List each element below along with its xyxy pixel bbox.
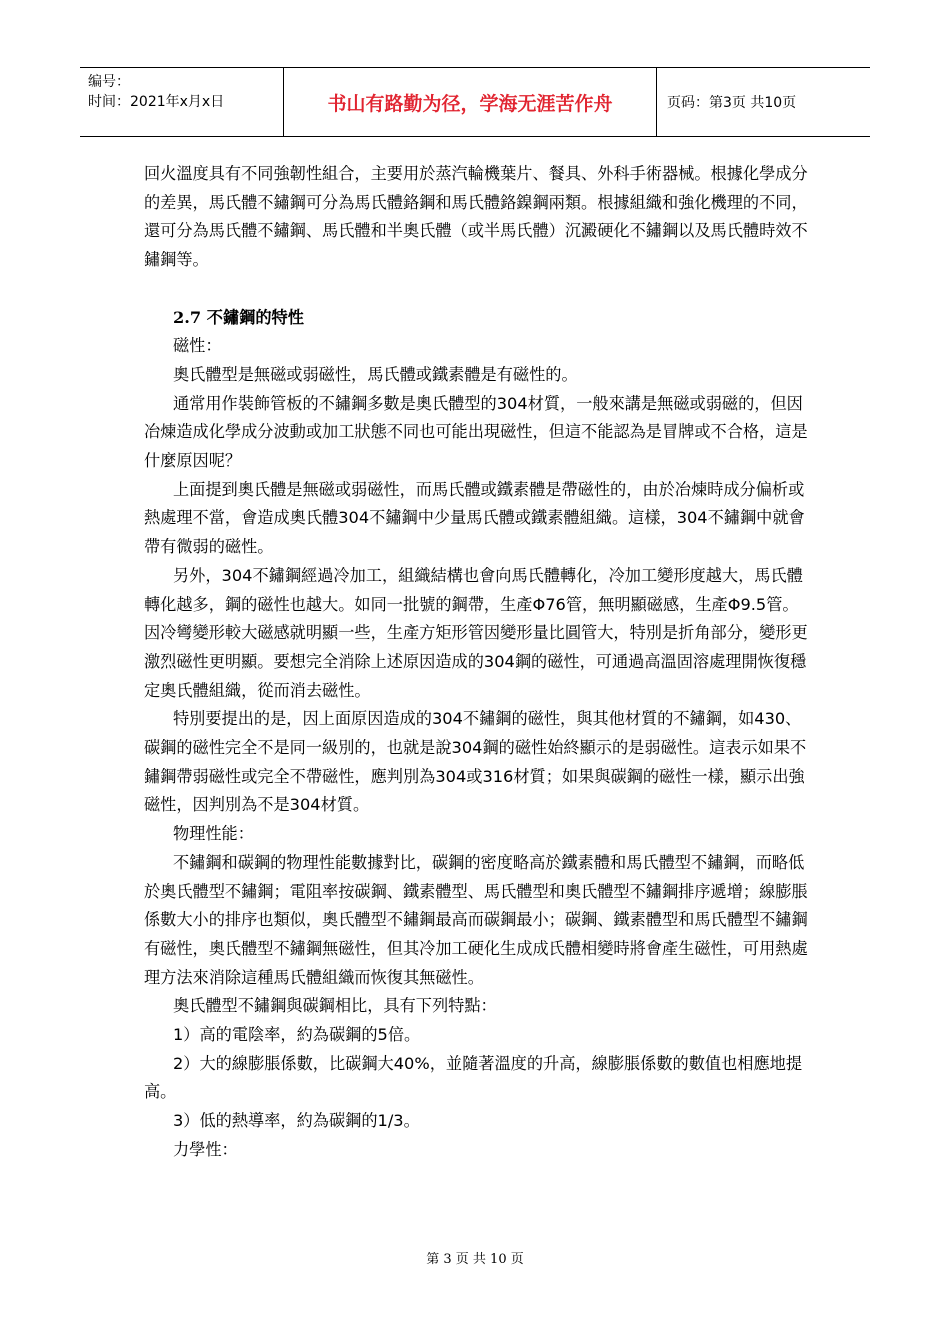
list-item: 1）高的電陰率，約為碳鋼的5倍。 (173, 1025, 421, 1045)
header-motto: 书山有路勤为径，学海无涯苦作舟 (283, 68, 657, 136)
page-header (80, 67, 870, 137)
document-number-label: 编号： (88, 74, 130, 90)
list-item: 2）大的線膨脹係數，比碳鋼大40%，並隨著溫度的升高，線膨脹係數的數值也相應地提高。 (144, 1053, 803, 1102)
subheading-physical-properties: 物理性能： (173, 824, 254, 844)
subheading-magnetism: 磁性： (173, 336, 222, 356)
header-left-cell (80, 68, 283, 136)
section-heading (144, 304, 812, 333)
section-heading-text: 2.7 不鏽鋼的特性 (173, 307, 304, 327)
paragraph: 奧氏體型不鏽鋼與碳鋼相比，具有下列特點： (173, 996, 497, 1016)
document-date-label: 时间：2021年x月x日 (88, 94, 225, 110)
document-body (144, 160, 812, 1165)
paragraph: 特別要提出的是，因上面原因造成的304不鏽鋼的磁性，與其他材質的不鏽鋼，如430、碳鋼的磁性完全不是同一級別的，也就是說304鋼的磁性始終顯示的是弱磁性。這表示如果不鏽鋼帶弱磁性或完全不帶磁性，應判別為304或316材質；如果與碳鋼的磁性一樣，顯示出強磁性，因判別為不是304材質。 (144, 709, 807, 815)
header-page-label: 页码：第3页 共10页 (667, 95, 797, 111)
paragraph-spacer (144, 275, 812, 304)
subheading-mechanical-properties: 力學性： (173, 1139, 238, 1159)
paragraph: 另外，304不鏽鋼經過冷加工，組織結構也會向馬氏體轉化，冷加工變形度越大，馬氏體轉化越多，鋼的磁性也越大。如同一批號的鋼帶，生產Φ76管，無明顯磁感，生產Φ9.5管。因冷彎變形較大磁感就明顯一些，生產方矩形管因變形量比圓管大，特別是折角部分，變形更激烈磁性更明顯。要想完全消除上述原因造成的304鋼的磁性，可通過高溫固溶處理開恢復穩定奧氏體組織，從而消去磁性。 (144, 565, 808, 700)
paragraph: 奧氏體型是無磁或弱磁性，馬氏體或鐵素體是有磁性的。 (173, 364, 578, 384)
paragraph: 回火溫度具有不同強韌性組合，主要用於蒸汽輪機葉片、餐具、外科手術器械。根據化學成分的差異，馬氏體不鏽鋼可分為馬氏體鉻鋼和馬氏體鉻鎳鋼兩類。根據組織和強化機理的不同，還可分為馬氏體不鏽鋼、馬氏體和半奧氏體（或半馬氏體）沉澱硬化不鏽鋼以及馬氏體時效不鏽鋼等。 (144, 164, 808, 270)
paragraph: 不鏽鋼和碳鋼的物理性能數據對比，碳鋼的密度略高於鐵素體和馬氏體型不鏽鋼，而略低於奧氏體型不鏽鋼；電阻率按碳鋼、鐵素體型、馬氏體型和奧氏體型不鏽鋼排序遞增；線膨脹係數大小的排序也類似，奧氏體型不鏽鋼最高而碳鋼最小；碳鋼、鐵素體型和馬氏體型不鏽鋼有磁性，奧氏體型不鏽鋼無磁性，但其冷加工硬化生成成氏體相變時將會產生磁性，可用熱處理方法來消除這種馬氏體組織而恢復其無磁性。 (144, 852, 808, 987)
page-footer: 第 3 页 共 10 页 (426, 1252, 524, 1267)
paragraph: 上面提到奧氏體是無磁或弱磁性，而馬氏體或鐵素體是帶磁性的，由於冶煉時成分偏析或熱處理不當，會造成奧氏體304不鏽鋼中少量馬氏體或鐵素體組織。這樣，304不鏽鋼中就會帶有微弱的磁性。 (144, 479, 805, 557)
list-item: 3）低的熱導率，約為碳鋼的1/3。 (173, 1111, 420, 1131)
paragraph: 通常用作裝飾管板的不鏽鋼多數是奧氏體型的304材質，一般來講是無磁或弱磁的，但因冶煉造成化學成分波動或加工狀態不同也可能出現磁性，但這不能認為是冒牌或不合格，這是什麼原因呢？ (144, 393, 808, 471)
